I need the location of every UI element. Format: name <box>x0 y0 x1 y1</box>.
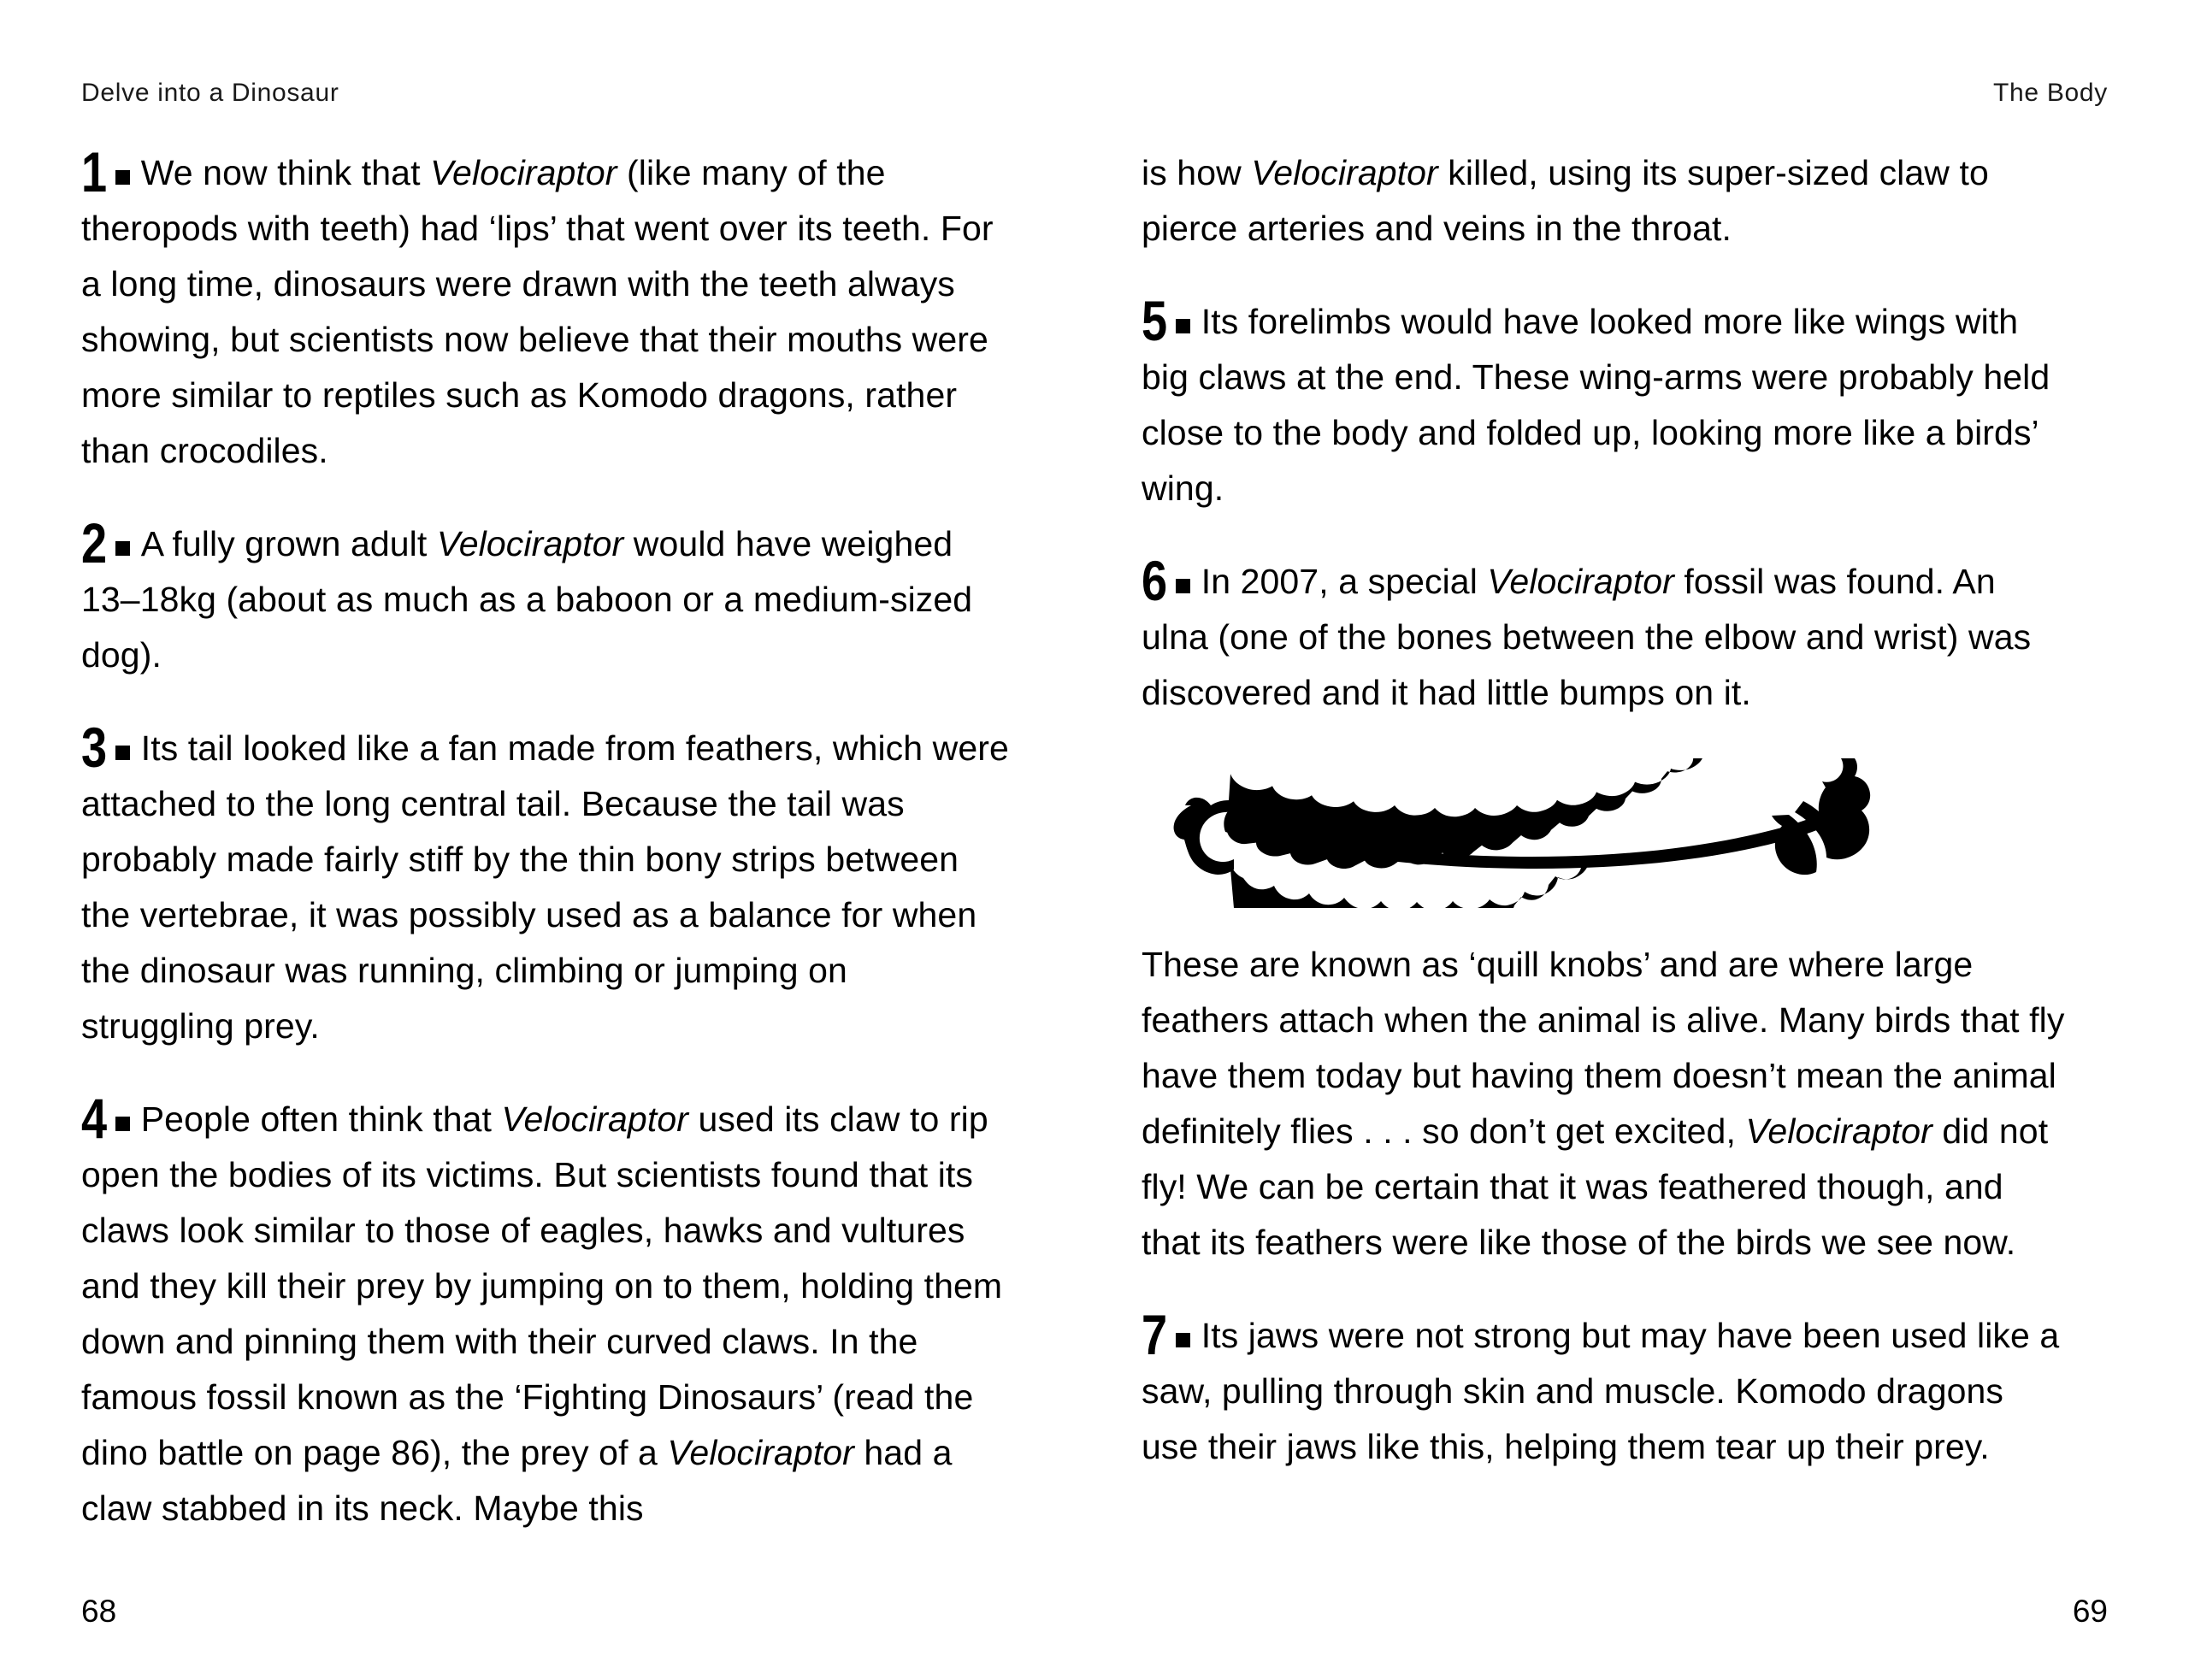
fact-item-7: 7 Its jaws were not strong but may have been used like a saw, pulling through skin and muscle. Komodo dragons use their jaws like this, helping them tear up their prey. <box>1142 1303 2060 1466</box>
body-text-run: used its claw to rip open the bodies of its victims. But scientists found that its claws look similar to those of eagles, hawks and vultures and they kill their prey by jumping on to them, holding them down and pinning them with their curved claws. In the famous fossil known as the ‘Fighting Dinosaurs’ (read the dino battle on page 86), the prey of a <box>81 1099 1003 1472</box>
square-full-stop-marker <box>115 1117 130 1131</box>
fact-item-5: 5 Its forelimbs would have looked more like wings with big claws at the end. These wing-arms were probably held close to the body and folded up, looking more like a birds’ wing. <box>1142 289 2050 508</box>
square-full-stop-marker <box>1176 319 1190 333</box>
body-text-run: (like many of the theropods with teeth) had ‘lips’ that went over its teeth. For a long time, dinosaurs were drawn with the teeth always showing, but scientists now believe that their mouths were more similar to reptiles such as Komodo dragons, rather than crocodiles. <box>81 153 994 470</box>
running-head-left: Delve into a Dinosaur <box>81 79 339 107</box>
ulna-bone-with-quill-knobs-illustration <box>1142 758 2069 908</box>
genus-name-italic: Velociraptor <box>501 1099 688 1139</box>
page-number-left: 68 <box>81 1594 117 1629</box>
body-text-run: Its forelimbs would have looked more like wings with big claws at the end. These wing-arms were probably held close to the body and folded up, looking more like a birds’ wing. <box>1142 302 2050 508</box>
body-paragraph <box>1142 937 2069 1270</box>
square-full-stop-marker <box>115 746 130 760</box>
page-number-right: 69 <box>2072 1594 2108 1629</box>
square-full-stop-marker <box>115 170 130 185</box>
left-column <box>81 140 1009 1569</box>
running-head-right: The Body <box>1992 79 2108 107</box>
body-text-run: did not fly! We can be certain that it was feathered though, and that its feathers were like those of the birds we see now. <box>1142 1111 2049 1262</box>
fact-item-4: 4 People often think that Velociraptor used its claw to rip open the bodies of its victims. But scientists found that its claws look similar to those of eagles, hawks and vultures and they kill their prey by jumping on to them, holding them down and pinning them with their curved claws. In the famous fossil known as the ‘Fighting Dinosaurs’ (read the dino battle on page 86), the prey of a Velociraptor had a claw stabbed in its neck. Maybe this <box>81 1087 1003 1528</box>
fact-item-1: 1 We now think that Velociraptor (like many of the theropods with teeth) had ‘lips’ that went over its teeth. For a long time, dinosaurs were drawn with the teeth always showing, but scientists now believe that their mouths were more similar to reptiles such as Komodo dragons, rather than crocodiles. <box>81 140 994 470</box>
body-text-run: In 2007, a special <box>1201 562 1488 601</box>
genus-name-italic: Velociraptor <box>430 153 617 192</box>
continued-paragraph <box>1142 145 2069 256</box>
body-text-run: killed, using its super-sized claw to pierce arteries and veins in the throat. <box>1142 153 1989 248</box>
square-full-stop-marker <box>1176 1333 1190 1347</box>
body-text-run: fossil was found. An ulna (one of the bones between the elbow and wrist) was discovered and it had little bumps on it. <box>1142 562 2032 712</box>
fact-item-3: 3 Its tail looked like a fan made from feathers, which were attached to the long central tail. Because the tail was probably made fairly stiff by the thin bony strips between the vertebrae, it was possibly used as a balance for when the dinosaur was running, climbing or jumping on struggling prey. <box>81 716 1009 1046</box>
genus-name-italic: Velociraptor <box>1487 562 1674 601</box>
fact-item-6: 6 In 2007, a special Velociraptor fossil was found. An ulna (one of the bones between the elbow and wrist) was discovered and it had little bumps on it. <box>1142 549 2032 712</box>
genus-name-italic: Velociraptor <box>667 1433 854 1472</box>
body-text-run: A fully grown adult <box>140 524 437 563</box>
body-text-run: Its jaws were not strong but may have been used like a saw, pulling through skin and muscle. Komodo dragons use their jaws like this, helping them tear up their prey. <box>1142 1316 2060 1466</box>
body-text-run: Its tail looked like a fan made from feathers, which were attached to the long central tail. Because the tail was probably made fairly stiff by the thin bony strips between the vertebrae, it was possibly used as a balance for when the dinosaur was running, climbing or jumping on struggling prey. <box>81 728 1009 1046</box>
genus-name-italic: Velociraptor <box>1251 153 1438 192</box>
two-column-body <box>81 140 2108 1569</box>
fact-item-2: 2 A fully grown adult Velociraptor would have weighed 13–18kg (about as much as a baboon or a medium-sized dog). <box>81 511 973 675</box>
right-column <box>1142 145 2069 1569</box>
body-text-run: had a claw stabbed in its neck. Maybe this <box>81 1433 953 1528</box>
body-text-run: would have weighed 13–18kg (about as much as a baboon or a medium-sized dog). <box>81 524 973 675</box>
square-full-stop-marker <box>115 541 130 556</box>
body-text-run: is how <box>1142 153 1252 192</box>
genus-name-italic: Velociraptor <box>436 524 624 563</box>
body-text-run: These are known as ‘quill knobs’ and are where large feathers attach when the animal is alive. Many birds that fly have them today but having them doesn’t mean the animal definitely flies . . . so don’t get excited, <box>1142 945 2065 1151</box>
genus-name-italic: Velociraptor <box>1745 1111 1932 1151</box>
body-text-run: We now think that <box>140 153 431 192</box>
body-text-run: People often think that <box>140 1099 502 1139</box>
square-full-stop-marker <box>1176 579 1190 593</box>
